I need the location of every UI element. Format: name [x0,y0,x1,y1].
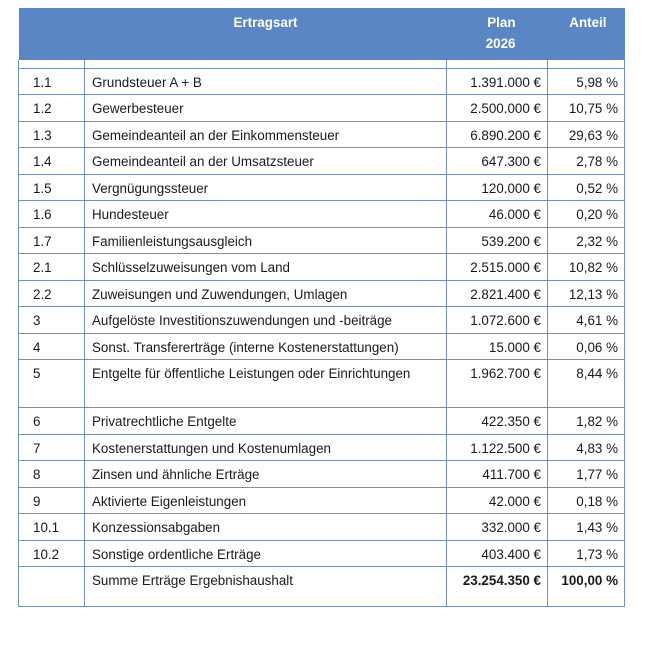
row-number: 5 [19,360,85,408]
row-share: 0,18 % [548,487,625,514]
row-label: Aktivierte Eigenleistungen [85,487,447,514]
row-label: Schlüsselzuweisungen vom Land [85,254,447,281]
row-label: Privatrechtliche Entgelte [85,408,447,435]
row-number: 1.4 [19,148,85,175]
row-plan: 647.300 € [447,148,548,175]
row-number: 1.3 [19,121,85,148]
row-label: Hundesteuer [85,201,447,228]
header-plan [447,8,548,60]
row-plan: 2.821.400 € [447,280,548,307]
table-row [19,360,625,408]
table-row [19,514,625,541]
row-number: 1.6 [19,201,85,228]
row-number: 7 [19,434,85,461]
table-row [19,434,625,461]
row-number: 4 [19,333,85,360]
row-plan: 6.890.200 € [447,121,548,148]
row-number: 1.1 [19,68,85,95]
row-plan: 332.000 € [447,514,548,541]
spacer-row [19,60,625,68]
row-label: Aufgelöste Investitionszuwendungen und -beiträge [85,307,447,334]
table-row [19,201,625,228]
row-share: 10,82 % [548,254,625,281]
row-share: 0,52 % [548,174,625,201]
row-label: Zuweisungen und Zuwendungen, Umlagen [85,280,447,307]
row-share: 10,75 % [548,95,625,122]
revenue-table-container [18,8,624,607]
row-number: 1.7 [19,227,85,254]
row-label: Familienleistungsausgleich [85,227,447,254]
row-plan: 539.200 € [447,227,548,254]
row-number: 1.5 [19,174,85,201]
row-number: 9 [19,487,85,514]
row-share: 0,06 % [548,333,625,360]
row-share: 5,98 % [548,68,625,95]
table-row [19,227,625,254]
row-share: 4,61 % [548,307,625,334]
row-plan: 403.400 € [447,540,548,567]
table-row [19,280,625,307]
row-plan: 1.122.500 € [447,434,548,461]
row-number: 10.1 [19,514,85,541]
row-share: 1,77 % [548,461,625,488]
row-share: 8,44 % [548,360,625,408]
row-share: 0,20 % [548,201,625,228]
row-number: 8 [19,461,85,488]
row-plan: 1.072.600 € [447,307,548,334]
row-plan: 2.515.000 € [447,254,548,281]
row-label: Gewerbesteuer [85,95,447,122]
table-row [19,333,625,360]
row-label: Entgelte für öffentliche Leistungen oder Einrichtungen [85,360,447,408]
table-row [19,121,625,148]
row-share: 2,32 % [548,227,625,254]
header-plan-line2: 2026 [485,36,516,51]
row-number: 3 [19,307,85,334]
table-row [19,487,625,514]
table-row [19,68,625,95]
total-label: Summe Erträge Ergebnishaushalt [85,567,447,607]
row-number: 10.2 [19,540,85,567]
total-number [19,567,85,607]
row-share: 12,13 % [548,280,625,307]
table-row [19,408,625,435]
row-share: 1,82 % [548,408,625,435]
table-row [19,307,625,334]
table-header-row [19,8,625,60]
row-share: 2,78 % [548,148,625,175]
row-number: 2.1 [19,254,85,281]
row-plan: 1.391.000 € [447,68,548,95]
row-label: Sonst. Transfererträge (interne Kostenerstattungen) [85,333,447,360]
total-plan: 23.254.350 € [447,567,548,607]
row-number: 1.2 [19,95,85,122]
row-plan: 422.350 € [447,408,548,435]
row-label: Zinsen und ähnliche Erträge [85,461,447,488]
table-row [19,174,625,201]
header-type: Ertragsart [85,8,447,60]
total-row [19,567,625,607]
total-share: 100,00 % [548,567,625,607]
row-share: 1,43 % [548,514,625,541]
row-plan: 1.962.700 € [447,360,548,408]
row-label: Kostenerstattungen und Kostenumlagen [85,434,447,461]
row-label: Sonstige ordentliche Erträge [85,540,447,567]
table-row [19,461,625,488]
table-row [19,540,625,567]
table-row [19,148,625,175]
row-plan: 120.000 € [447,174,548,201]
table-row [19,95,625,122]
row-label: Grundsteuer A + B [85,68,447,95]
row-share: 1,73 % [548,540,625,567]
table-row [19,254,625,281]
row-plan: 411.700 € [447,461,548,488]
row-number: 6 [19,408,85,435]
table-body [19,60,625,607]
row-plan: 42.000 € [447,487,548,514]
row-share: 29,63 % [548,121,625,148]
revenue-table [18,8,625,607]
row-plan: 2.500.000 € [447,95,548,122]
row-plan: 46.000 € [447,201,548,228]
row-share: 4,83 % [548,434,625,461]
row-plan: 15.000 € [447,333,548,360]
header-share: Anteil [548,8,625,60]
row-label: Konzessionsabgaben [85,514,447,541]
row-label: Gemeindeanteil an der Einkommensteuer [85,121,447,148]
header-plan-line1: Plan [487,15,516,30]
header-number [19,8,85,60]
row-label: Vergnügungssteuer [85,174,447,201]
row-label: Gemeindeanteil an der Umsatzsteuer [85,148,447,175]
row-number: 2.2 [19,280,85,307]
